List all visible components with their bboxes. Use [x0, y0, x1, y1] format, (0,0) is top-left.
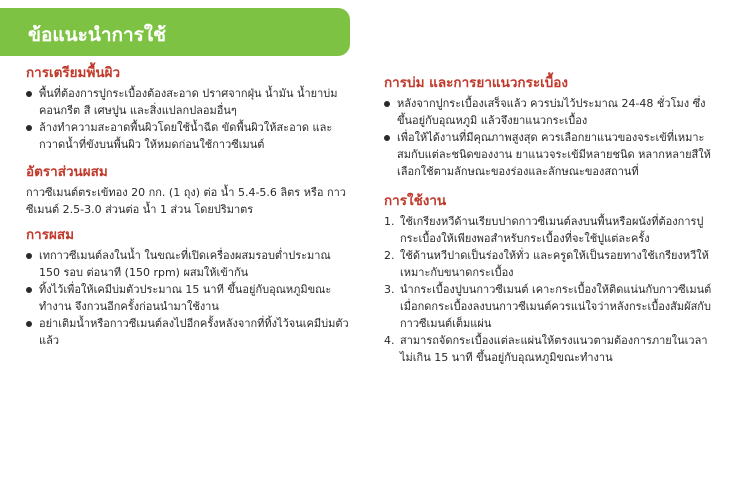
- ratio-heading: อัตราส่วนผสม: [26, 164, 108, 180]
- step-text: สามารถจัดกระเบื้องแต่ละแผ่นให้ตรงแนวตามต้องการภายในเวลาไม่เกิน 15 นาที ขึ้นอยู่กับอุณหภูมิขณะทำงาน: [400, 334, 708, 364]
- prep-list: [26, 85, 352, 153]
- step-number: 3.: [384, 283, 395, 296]
- list-item: อย่าเติมน้ำหรือกาวซีเมนต์ลงไปอีกครั้งหลังจากที่ทิ้งไว้จนเคมีบ่มตัวแล้ว: [26, 315, 352, 349]
- step-item: [384, 213, 714, 247]
- list-item: พื้นที่ต้องการปูกระเบื้องต้องสะอาด ปราศจากฝุ่น น้ำมัน น้ำยาบ่มคอนกรีต สี เศษปูน และสิ่งแปลกปลอมอื่นๆ: [26, 85, 352, 119]
- step-number: 1.: [384, 215, 395, 228]
- step-item: [384, 332, 714, 366]
- list-item: ทิ้งไว้เพื่อให้เคมีบ่มตัวประมาณ 15 นาที ขึ้นอยู่กับอุณหภูมิขณะทำงาน จึงกวนอีกครั้งก่อนนำมาใช้งาน: [26, 281, 352, 315]
- usage-steps: [384, 213, 714, 366]
- step-text: นำกระเบื้องปูบนกาวซีเมนต์ เคาะกระเบื้องให้ติดแน่นกับกาวซีเมนต์ เมื่อกดกระเบื้องลงบนกาวซีเมนต์ควรแน่ใจว่าหลังกระเบื้องสัมผัสกับกาวซีเมนต์เต็มแผ่น: [400, 283, 712, 330]
- step-text: ใช้ด้านหวีปาดเป็นร่องให้ทั่ว และครูดให้เป็นรอยทางใช้เกรียงหวีให้เหมาะกับขนาดกระเบื้อง: [400, 249, 709, 279]
- list-item: ล้างทำความสะอาดพื้นผิวโดยใช้น้ำฉีด ขัดพื้นผิวให้สะอาด และกวาดน้ำที่ขังบนพื้นผิว ให้หมดก่อนใช้กาวซีเมนต์: [26, 119, 352, 153]
- page-title: ข้อแนะนำการใช้: [28, 24, 167, 46]
- left-column: [26, 64, 352, 359]
- step-item: [384, 247, 714, 281]
- prep-heading: การเตรียมพื้นผิว: [26, 65, 121, 81]
- step-item: [384, 281, 714, 332]
- title-banner: [0, 8, 350, 56]
- mix-list: [26, 247, 352, 349]
- ratio-text: กาวซีเมนต์ตระเข้ทอง 20 กก. (1 ถุง) ต่อ น้ำ 5.4-5.6 ลิตร หรือ กาวซีเมนต์ 2.5-3.0 ส่วนต่อ น้ำ 1 ส่วน โดยปริมาตร: [26, 186, 346, 216]
- step-text: ใช้เกรียงหวีด้านเรียบปาดกาวซีเมนต์ลงบนพื้นหรือผนังที่ต้องการปูกระเบื้องให้เพียงพอสำหรับกระเบื้องที่จะใช้ปูแต่ละครั้ง: [400, 215, 704, 245]
- step-number: 2.: [384, 249, 395, 262]
- usage-heading: การใช้งาน: [384, 193, 447, 209]
- cure-heading: การบ่ม และการยาแนวกระเบื้อง: [384, 75, 568, 91]
- step-number: 4.: [384, 334, 395, 347]
- list-item: เทกาวซีเมนต์ลงในน้ำ ในขณะที่เปิดเครื่องผสมรอบต่ำประมาณ 150 รอบ ต่อนาที (150 rpm) ผสมให้เข้ากัน: [26, 247, 352, 281]
- cure-list: [384, 95, 714, 180]
- right-column: [384, 74, 714, 376]
- mix-heading: การผสม: [26, 227, 75, 243]
- list-item: หลังจากปูกระเบื้องเสร็จแล้ว ควรบ่มไว้ประมาณ 24-48 ชั่วโมง ซึ่งขึ้นอยู่กับอุณหภูมิ แล้วจึงยาแนวกระเบื้อง: [384, 95, 714, 129]
- list-item: เพื่อให้ได้งานที่มีคุณภาพสูงสุด ควรเลือกยาแนวของจระเข้ที่เหมาะสมกับแต่ละชนิดของงาน ยาแนวจระเข้มีหลายชนิด หลากหลายสีให้เลือกใช้ตามลักษณะของร่องและลักษณะของสถานที่: [384, 129, 714, 180]
